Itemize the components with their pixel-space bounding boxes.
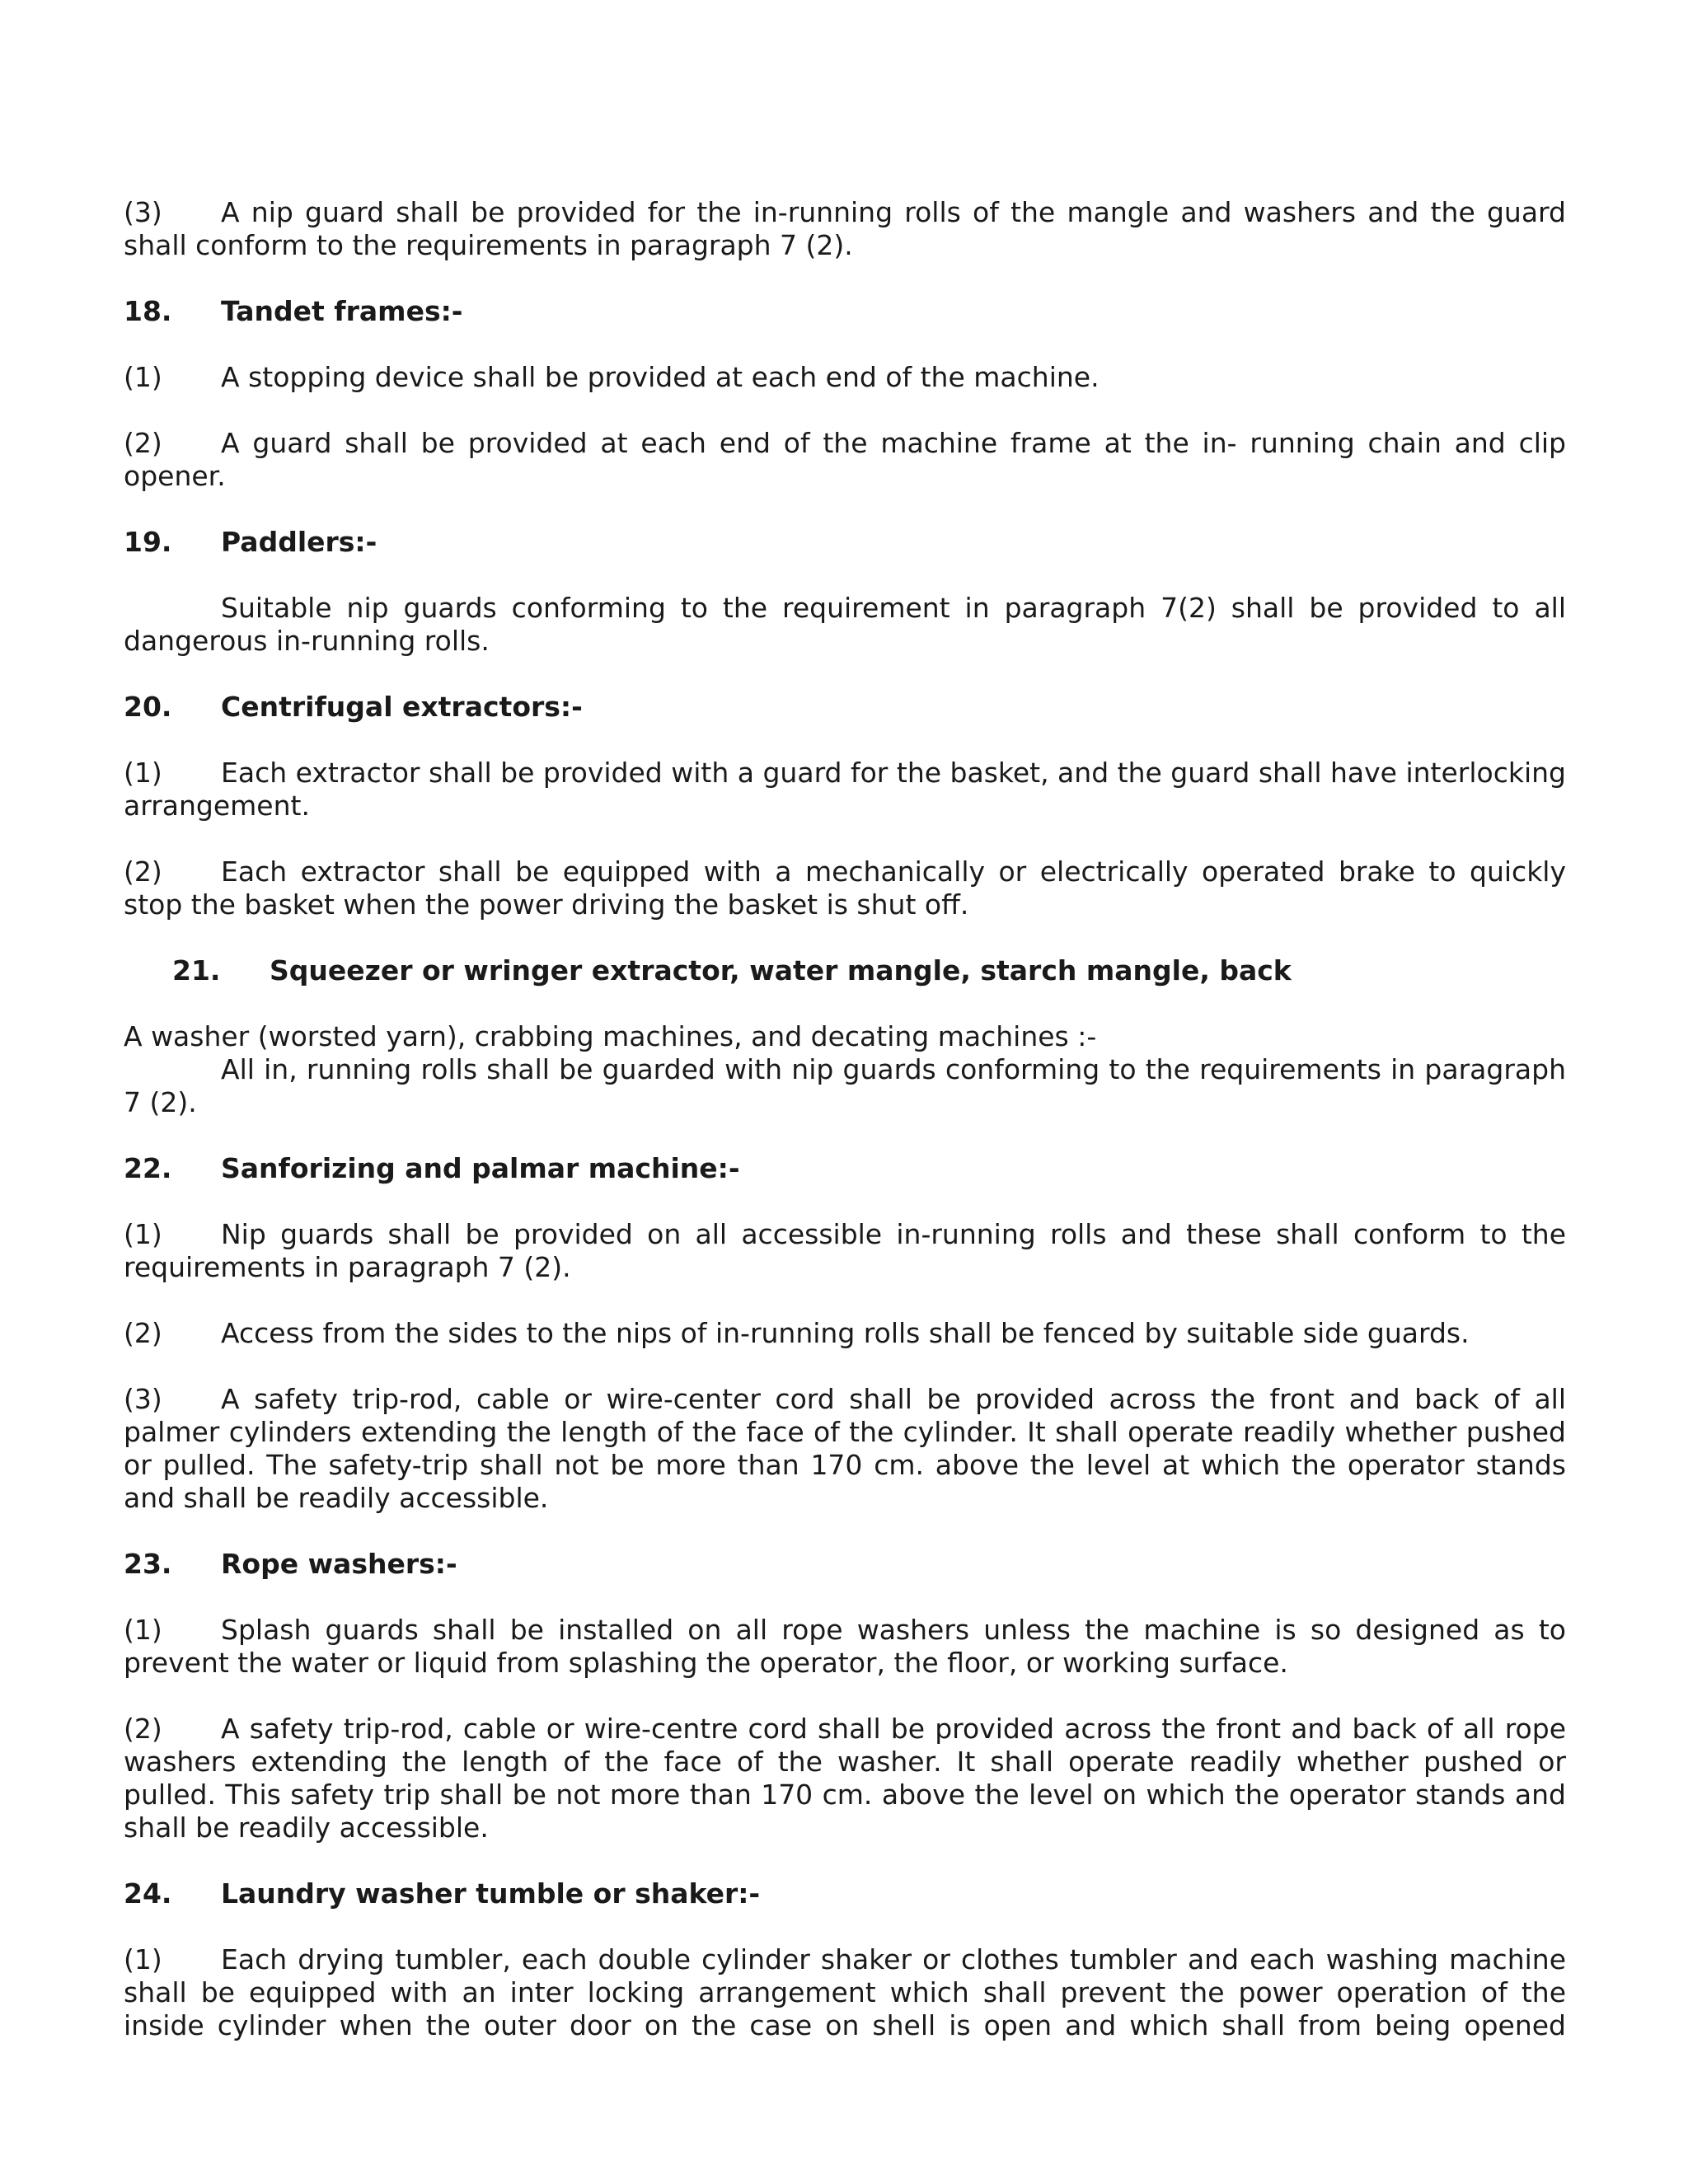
- paragraph: [124, 1614, 1566, 1680]
- paragraph-text: Each extractor shall be provided with a guard for the basket, and the guard shall have interlocking arrangement.: [124, 757, 1566, 822]
- paragraph-label: (1): [124, 361, 162, 393]
- paragraph-label: (1): [124, 1614, 162, 1646]
- section-number: 21.: [172, 954, 221, 987]
- section-title: Paddlers:-: [221, 526, 377, 558]
- paragraph-text: Splash guards shall be installed on all rope washers unless the machine is so designed as to prevent the water or liquid from splashing the operator, the floor, or working surface.: [124, 1614, 1566, 1679]
- paragraph: [124, 1020, 1566, 1053]
- paragraph: [124, 1053, 1566, 1119]
- paragraph-text: A safety trip-rod, cable or wire-centre cord shall be provided across the front and back of all rope washers extending the length of the face of the washer. It shall operate readily whether pushed or pulled. This safety trip shall be not more than 170 cm. above the level on which the operator stands and shall be readily accessible.: [124, 1713, 1566, 1844]
- paragraph-label: (2): [124, 855, 162, 888]
- section-title: Squeezer or wringer extractor, water mangle, starch mangle, back: [270, 954, 1292, 987]
- paragraph: [124, 1713, 1566, 1844]
- section-heading: [124, 1152, 1566, 1185]
- paragraph: [124, 1317, 1566, 1350]
- paragraph: [124, 196, 1566, 262]
- paragraph-text: Each drying tumbler, each double cylinder shaker or clothes tumbler and each washing machine shall be equipped with an inter locking arrangement which shall prevent the power operation of the inside cylinder when the outer door on the case on shell is open and which shall from being opened: [124, 1943, 1566, 2041]
- paragraph: [124, 855, 1566, 921]
- paragraph: [124, 361, 1566, 394]
- paragraph-text: A stopping device shall be provided at each end of the machine.: [221, 361, 1100, 393]
- section-title: Laundry washer tumble or shaker:-: [221, 1877, 761, 1910]
- section-title: Rope washers:-: [221, 1548, 457, 1580]
- section-heading: [124, 954, 1566, 987]
- section-number: 19.: [124, 526, 172, 558]
- section-number: 22.: [124, 1152, 172, 1184]
- paragraph-label: (1): [124, 757, 162, 789]
- paragraph-text: A guard shall be provided at each end of the machine frame at the in- running chain and clip opener.: [124, 427, 1566, 492]
- paragraph-text: A safety trip-rod, cable or wire-center cord shall be provided across the front and back of all palmer cylinders extending the length of the face of the cylinder. It shall operate readily whether pushed or pulled. The safety-trip shall not be more than 170 cm. above the level at which the operator stands and shall be readily accessible.: [124, 1383, 1566, 1514]
- section-heading: [124, 1548, 1566, 1581]
- paragraph-label: (2): [124, 1713, 162, 1745]
- section-heading: [124, 1877, 1566, 1910]
- paragraph-text: Suitable nip guards conforming to the requirement in paragraph 7(2) shall be provided to all dangerous in-running rolls.: [124, 592, 1566, 657]
- paragraph: [124, 1943, 1566, 2042]
- section-heading: [124, 526, 1566, 559]
- document-page: [124, 196, 1566, 2042]
- paragraph-label: (1): [124, 1218, 162, 1250]
- paragraph-text: Nip guards shall be provided on all accessible in-running rolls and these shall conform to the requirements in paragraph 7 (2).: [124, 1218, 1566, 1283]
- paragraph-label: (1): [124, 1943, 162, 1975]
- paragraph: [124, 1218, 1566, 1284]
- section-number: 18.: [124, 295, 172, 327]
- section-number: 24.: [124, 1877, 172, 1910]
- paragraph-label: (2): [124, 427, 162, 459]
- paragraph-label: (3): [124, 1383, 162, 1415]
- paragraph-label: (2): [124, 1317, 162, 1349]
- paragraph-text: Each extractor shall be equipped with a mechanically or electrically operated brake to quickly stop the basket when the power driving the basket is shut off.: [124, 855, 1566, 921]
- paragraph-text: Access from the sides to the nips of in-running rolls shall be fenced by suitable side guards.: [221, 1317, 1470, 1349]
- paragraph-label: (3): [124, 196, 162, 228]
- paragraph: [124, 592, 1566, 658]
- section-number: 23.: [124, 1548, 172, 1580]
- section-number: 20.: [124, 691, 172, 723]
- section-title: Tandet frames:-: [221, 295, 463, 327]
- paragraph-text: A nip guard shall be provided for the in-running rolls of the mangle and washers and the guard shall conform to the requirements in paragraph 7 (2).: [124, 196, 1566, 261]
- section-heading: [124, 295, 1566, 328]
- paragraph: [124, 1383, 1566, 1515]
- paragraph-text: A washer (worsted yarn), crabbing machines, and decating machines :-: [124, 1020, 1097, 1052]
- section-title: Centrifugal extractors:-: [221, 691, 583, 723]
- section-title: Sanforizing and palmar machine:-: [221, 1152, 740, 1184]
- paragraph-text: All in, running rolls shall be guarded with nip guards conforming to the requirements in paragraph 7 (2).: [124, 1053, 1566, 1118]
- paragraph: [124, 427, 1566, 493]
- paragraph: [124, 757, 1566, 823]
- section-heading: [124, 691, 1566, 724]
